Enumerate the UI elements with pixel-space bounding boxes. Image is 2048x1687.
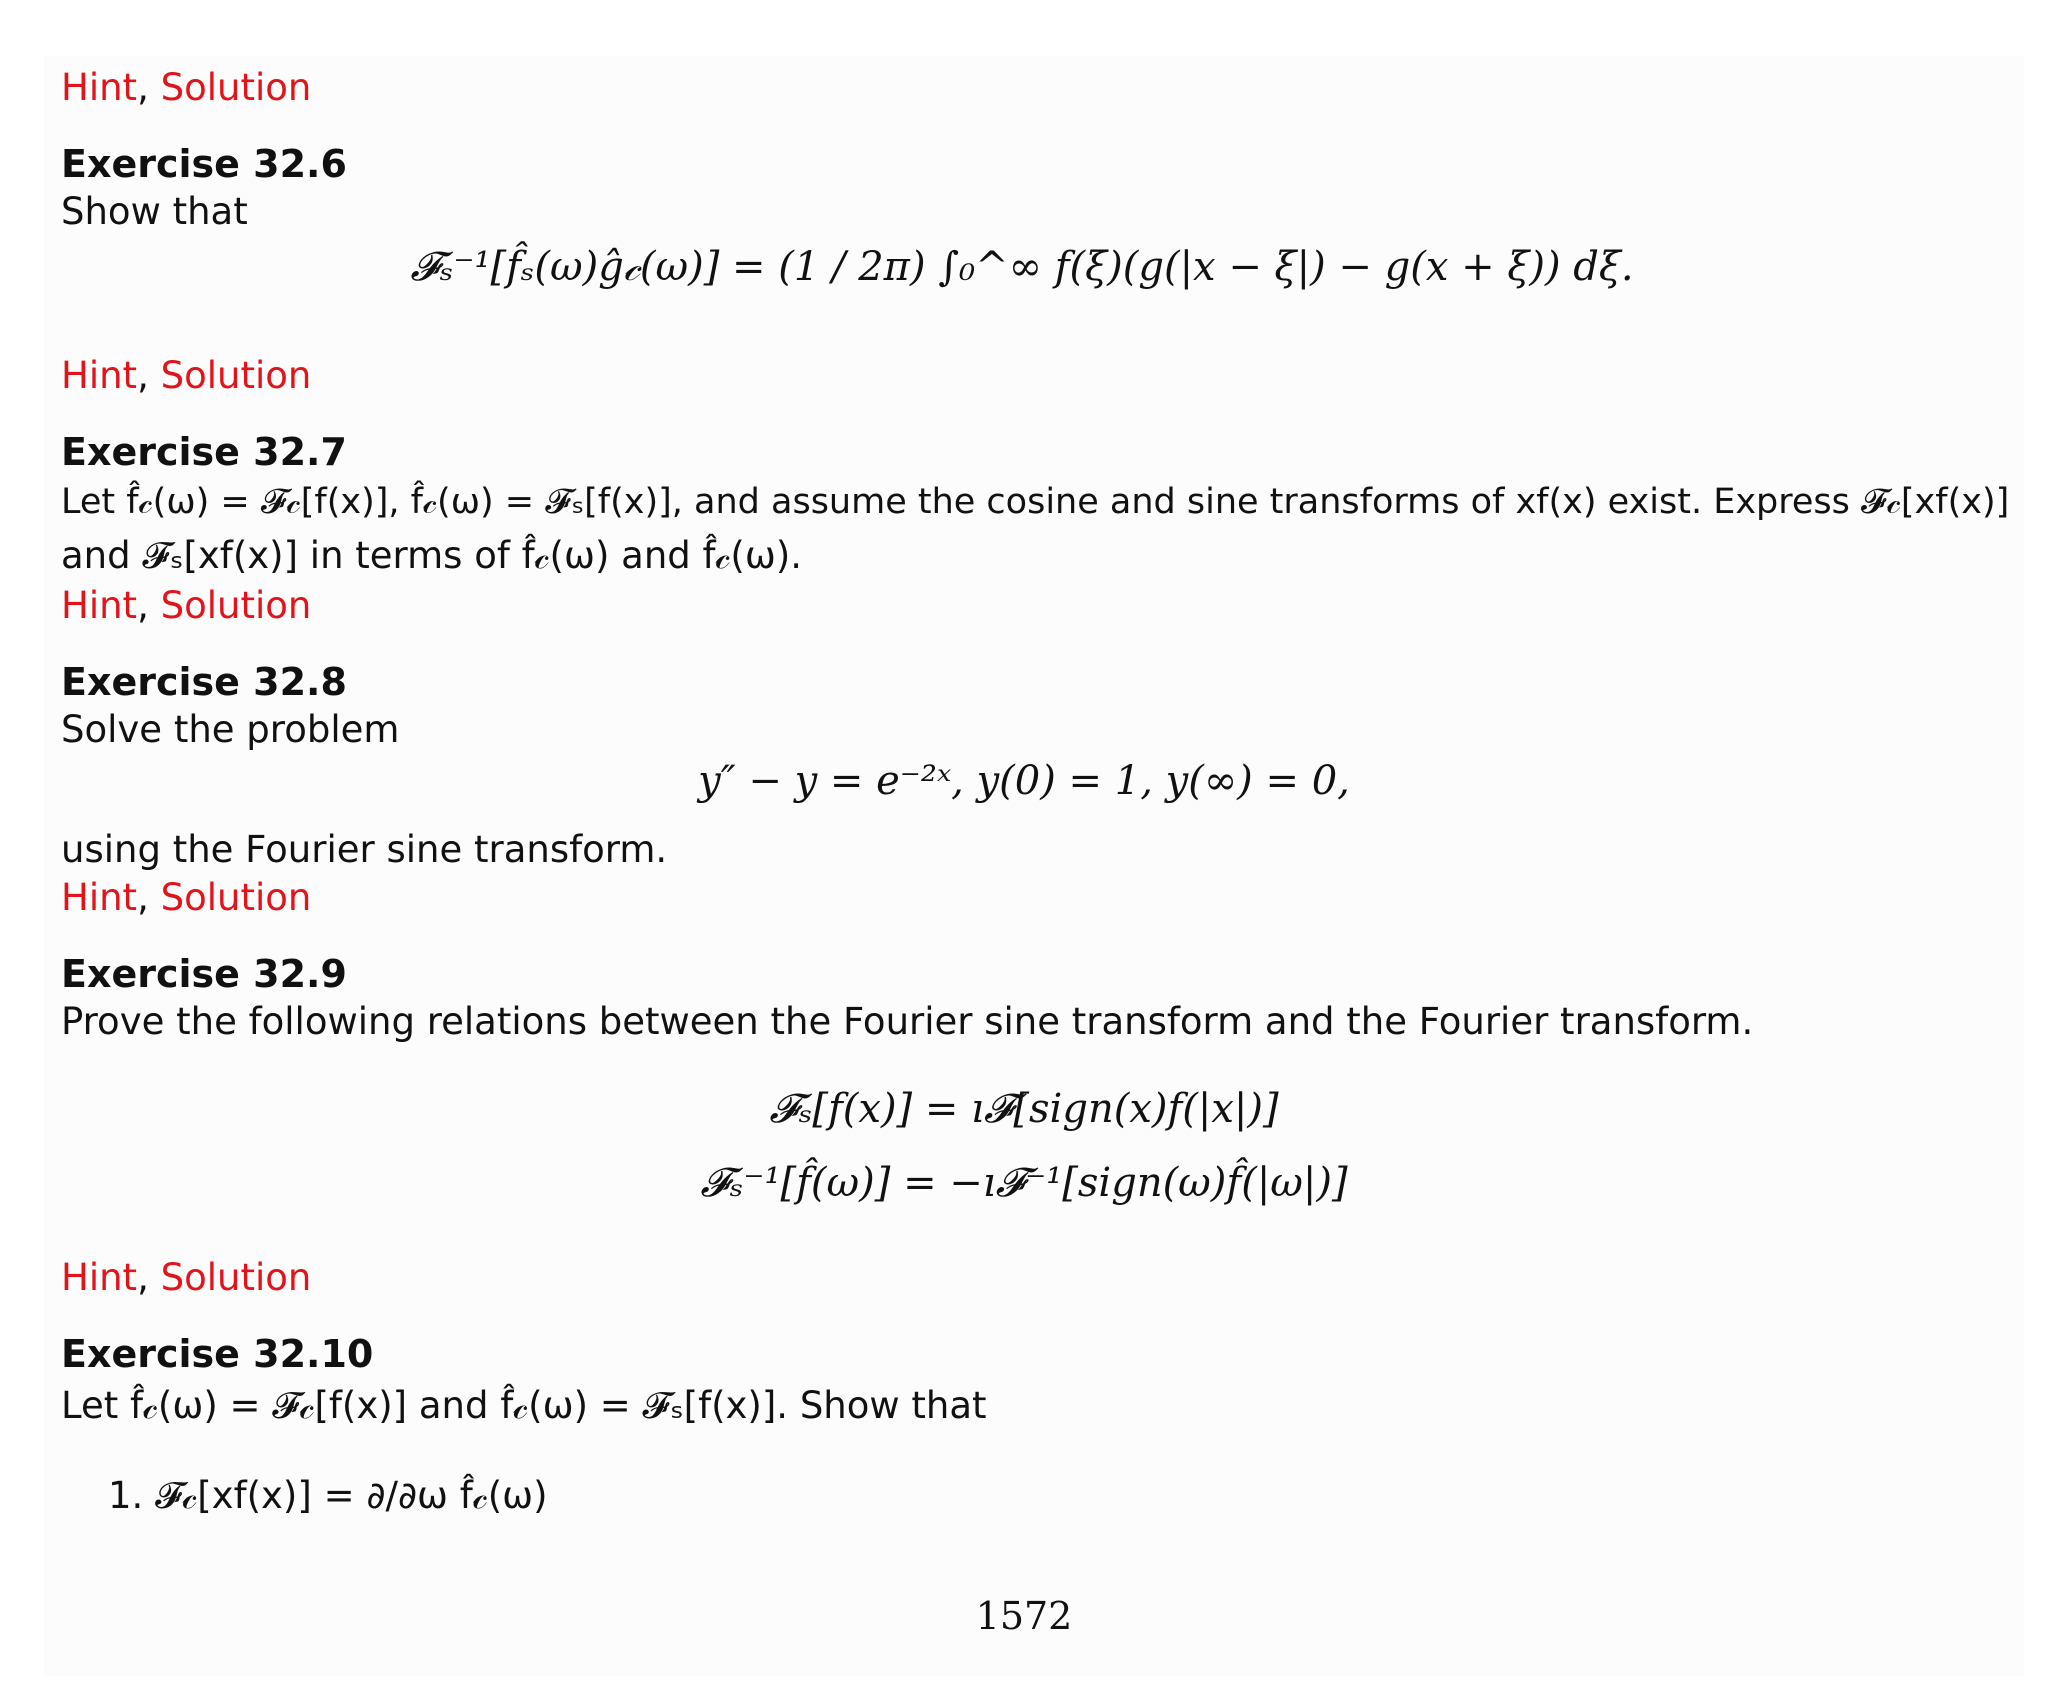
hint-link[interactable]: Hint [61,66,138,109]
exercise-32-8-title: Exercise 32.8 [61,660,347,704]
equation-32-6-text: 𝓕ₛ⁻¹[f̂ₛ(ω)ĝ𝒸(ω)] = (1 / 2π) ∫₀^∞ f(ξ)(g(|x − ξ|) − g(x + ξ)) dξ. [410,244,1634,290]
exercise-32-6-text: Show that [61,190,248,233]
solution-link[interactable]: Solution [160,584,312,627]
hint-link[interactable]: Hint [61,1256,138,1299]
link-separator: , [137,354,149,397]
hint-link[interactable]: Hint [61,584,138,627]
exercise-32-8-after: using the Fourier sine transform. [61,828,668,871]
link-separator: , [137,584,149,627]
exercise-32-10-title: Exercise 32.10 [61,1332,374,1376]
equation-32-9-2: 𝓕ₛ⁻¹[f̂(ω)] = −ı𝓕⁻¹[sign(ω)f̂(|ω|)] [700,1160,1348,1206]
page-number: 1572 [975,1594,1073,1638]
exercise-32-10-text: Let f̂𝒸(ω) = 𝓕𝒸[f(x)] and f̂𝒸(ω) = 𝓕ₛ[f(x)]. Show that [61,1384,987,1427]
hint-solution-links-3 [61,584,311,628]
exercise-32-10-item-1: 1. 𝓕𝒸[xf(x)] = ∂/∂ω f̂𝒸(ω) [108,1474,548,1517]
exercise-32-6-equation [0,242,2046,292]
hint-solution-links-1 [61,66,311,110]
hint-solution-links-2 [61,354,311,398]
exercise-32-9-eq1 [0,1084,2048,1134]
hint-solution-links-4 [61,876,311,920]
solution-link[interactable]: Solution [160,1256,312,1299]
link-separator: , [137,876,149,919]
solution-link[interactable]: Solution [160,876,312,919]
hint-solution-links-5 [61,1256,311,1300]
link-separator: , [137,1256,149,1299]
hint-link[interactable]: Hint [61,876,138,919]
link-separator: , [137,66,149,109]
exercise-32-9-text: Prove the following relations between the Fourier sine transform and the Fourier transform. [61,1000,1754,1043]
exercise-32-8-equation [0,756,2048,806]
exercise-32-6-title: Exercise 32.6 [61,142,347,186]
exercise-32-7-line1: Let f̂𝒸(ω) = 𝓕𝒸[f(x)], f̂𝒸(ω) = 𝓕ₛ[f(x)], and assume the cosine and sine transforms of xf(x) exist. Express 𝓕𝒸[xf(x)] [61,482,2010,522]
solution-link[interactable]: Solution [160,66,312,109]
exercise-32-7-line2: and 𝓕ₛ[xf(x)] in terms of f̂𝒸(ω) and f̂𝒸(ω). [61,534,803,577]
solution-link[interactable]: Solution [160,354,312,397]
equation-32-9-1: 𝓕ₛ[f(x)] = ı𝓕[sign(x)f(|x|)] [769,1086,1279,1132]
equation-32-8-text: y″ − y = e⁻²ˣ, y(0) = 1, y(∞) = 0, [698,758,1350,804]
exercise-32-8-text: Solve the problem [61,708,400,751]
exercise-32-9-title: Exercise 32.9 [61,952,347,996]
exercise-32-7-title: Exercise 32.7 [61,430,347,474]
hint-link[interactable]: Hint [61,354,138,397]
exercise-32-9-eq2 [0,1158,2048,1208]
